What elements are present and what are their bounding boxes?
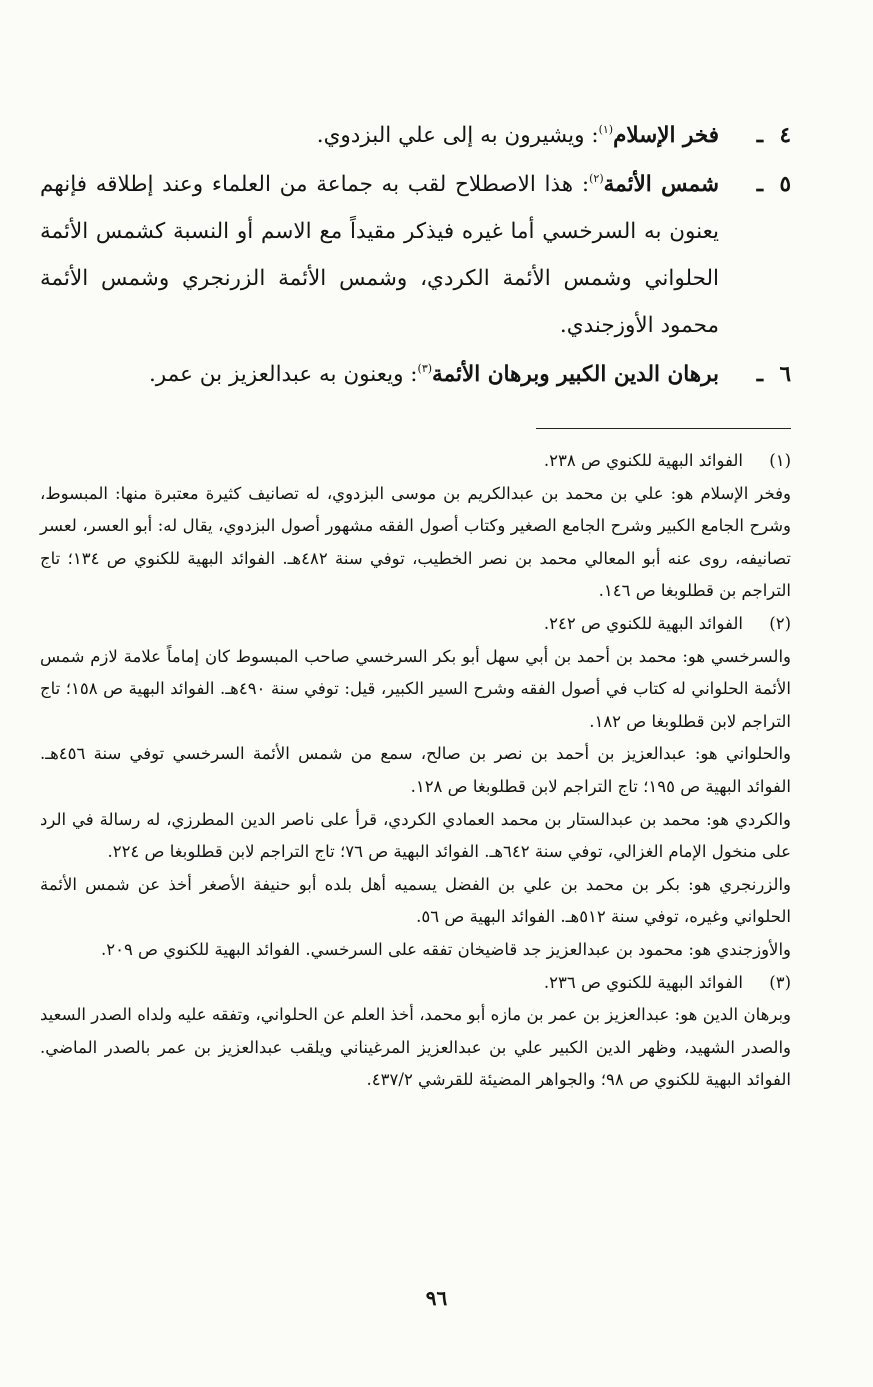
footnote-source: الفوائد البهية للكنوي ص ٢٣٦. — [543, 972, 743, 992]
footnote-ref: (٢) — [589, 172, 604, 185]
footnote-paragraph: وبرهان الدين هو: عبدالعزيز بن عمر بن مازه أبو محمد، أخذ العلم عن الحلواني، وتفقه عليه ولداه الصدر السعيد والصدر الشهيد، وظهر الدين الكبير علي بن عبدالعزيز المرغيناني ويلقب عبدالعزيز بن عمر بالصدر الماضي. الفوائد البهية للكنوي ص ٩٨؛ والجواهر المضيئة للقرشي ٤٣٧/٢. — [40, 1005, 791, 1090]
item-dash: ـ — [756, 362, 763, 387]
page-number: ٩٦ — [425, 1286, 448, 1310]
footnote-head — [40, 608, 791, 641]
footnote-number: (٣) — [769, 972, 791, 992]
footnote-paragraph: والزرنجري هو: بكر بن محمد بن علي بن الفضل يسميه أهل بلده أبو حنيفة الأصغر أخذ عن شمس الأئمة الحلواني وغيره، توفي سنة ٥١٢هـ. الفوائد البهية ص ٥٦. — [40, 874, 791, 927]
footnote-2 — [40, 608, 791, 967]
page-content — [40, 112, 791, 1097]
main-text — [40, 112, 791, 398]
footnote-ref: (٣) — [417, 362, 433, 375]
term-description: : ويشيرون به إلى علي البزدوي. — [316, 123, 599, 148]
footnotes — [40, 445, 791, 1097]
footnote-paragraph: وفخر الإسلام هو: علي بن محمد بن عبدالكريم بن موسى البزدوي، له تصانيف كثيرة معتبرة منها: المبسوط، وشرح الجامع الكبير وشرح الجامع الصغير وكتاب أصول الفقه مشهور أصول البزدوي، يقال له: أبو العسر، لعسر تصانيفه، روى عنه أبو المعالي محمد بن نصر الخطيب، توفي سنة ٤٨٢هـ. الفوائد البهية للكنوي ص ١٣٤؛ تاج التراجم بن قطلوبغا ص ١٤٦. — [40, 483, 791, 601]
term-description: : ويعنون به عبدالعزيز بن عمر. — [148, 362, 418, 387]
term-item-6 — [40, 351, 791, 398]
footnote-separator — [536, 428, 791, 429]
footnote-head — [40, 967, 791, 1000]
footnote-head — [40, 445, 791, 478]
footnote-paragraph: والأوزجندي هو: محمود بن عبدالعزيز جد قاضيخان تفقه على السرخسي. الفوائد البهية للكنوي ص ٢٠٩. — [100, 939, 791, 959]
footnote-paragraph: والسرخسي هو: محمد بن أحمد بن أبي سهل أبو بكر السرخسي صاحب المبسوط كان إماماً علامة لازم شمس الأئمة الحلواني له كتاب في أصول الفقه وشرح السير الكبير، قيل: توفي سنة ٤٩٠هـ. الفوائد البهية ص ١٥٨؛ تاج التراجم لابن قطلوبغا ص ١٨٢. — [40, 646, 791, 731]
footnote-number: (٢) — [769, 613, 791, 633]
term-item-5 — [40, 161, 791, 349]
footnote-source: الفوائد البهية للكنوي ص ٢٤٢. — [543, 613, 743, 633]
footnote-3 — [40, 967, 791, 1097]
footnote-ref: (١) — [598, 123, 614, 136]
footnote-source: الفوائد البهية للكنوي ص ٢٣٨. — [543, 451, 743, 470]
footnote-paragraph: والحلواني هو: عبدالعزيز بن أحمد بن نصر بن صالح، سمع من شمس الأئمة السرخسي توفي سنة ٤٥٦هـ. الفوائد البهية ص ١٩٥؛ تاج التراجم لابن قطلوبغا ص ١٢٨. — [40, 744, 791, 796]
item-dash: ـ — [756, 172, 763, 197]
item-number: ٤ — [779, 123, 791, 148]
item-number: ٥ — [779, 172, 791, 197]
term-name: فخر الإسلام — [613, 123, 719, 148]
footnote-1 — [40, 445, 791, 608]
footnote-paragraph: والكردي هو: محمد بن عبدالستار بن محمد العمادي الكردي، قرأ على ناصر الدين المطرزي، له رسالة في الرد على منخول الإمام الغزالي، توفي سنة ٦٤٢هـ. الفوائد البهية ص ٧٦؛ تاج التراجم لابن قطلوبغا ص ٢٢٤. — [40, 809, 791, 862]
term-item-4 — [40, 112, 791, 159]
term-description: : هذا الاصطلاح لقب به جماعة من العلماء وعند إطلاقه فإنهم يعنون به السرخسي أما غيره فيذكر مقيداً مع الاسم أو النسبة كشمس الأئمة الحلواني وشمس الأئمة الكردي، وشمس الأئمة الزرنجري وشمس الأئمة محمود الأوزجندي. — [40, 172, 719, 338]
item-number: ٦ — [779, 362, 791, 387]
term-name: شمس الأئمة — [603, 172, 719, 197]
item-dash: ـ — [756, 123, 763, 148]
term-name: برهان الدين الكبير وبرهان الأئمة — [432, 362, 719, 387]
footnote-number: (١) — [769, 451, 791, 470]
